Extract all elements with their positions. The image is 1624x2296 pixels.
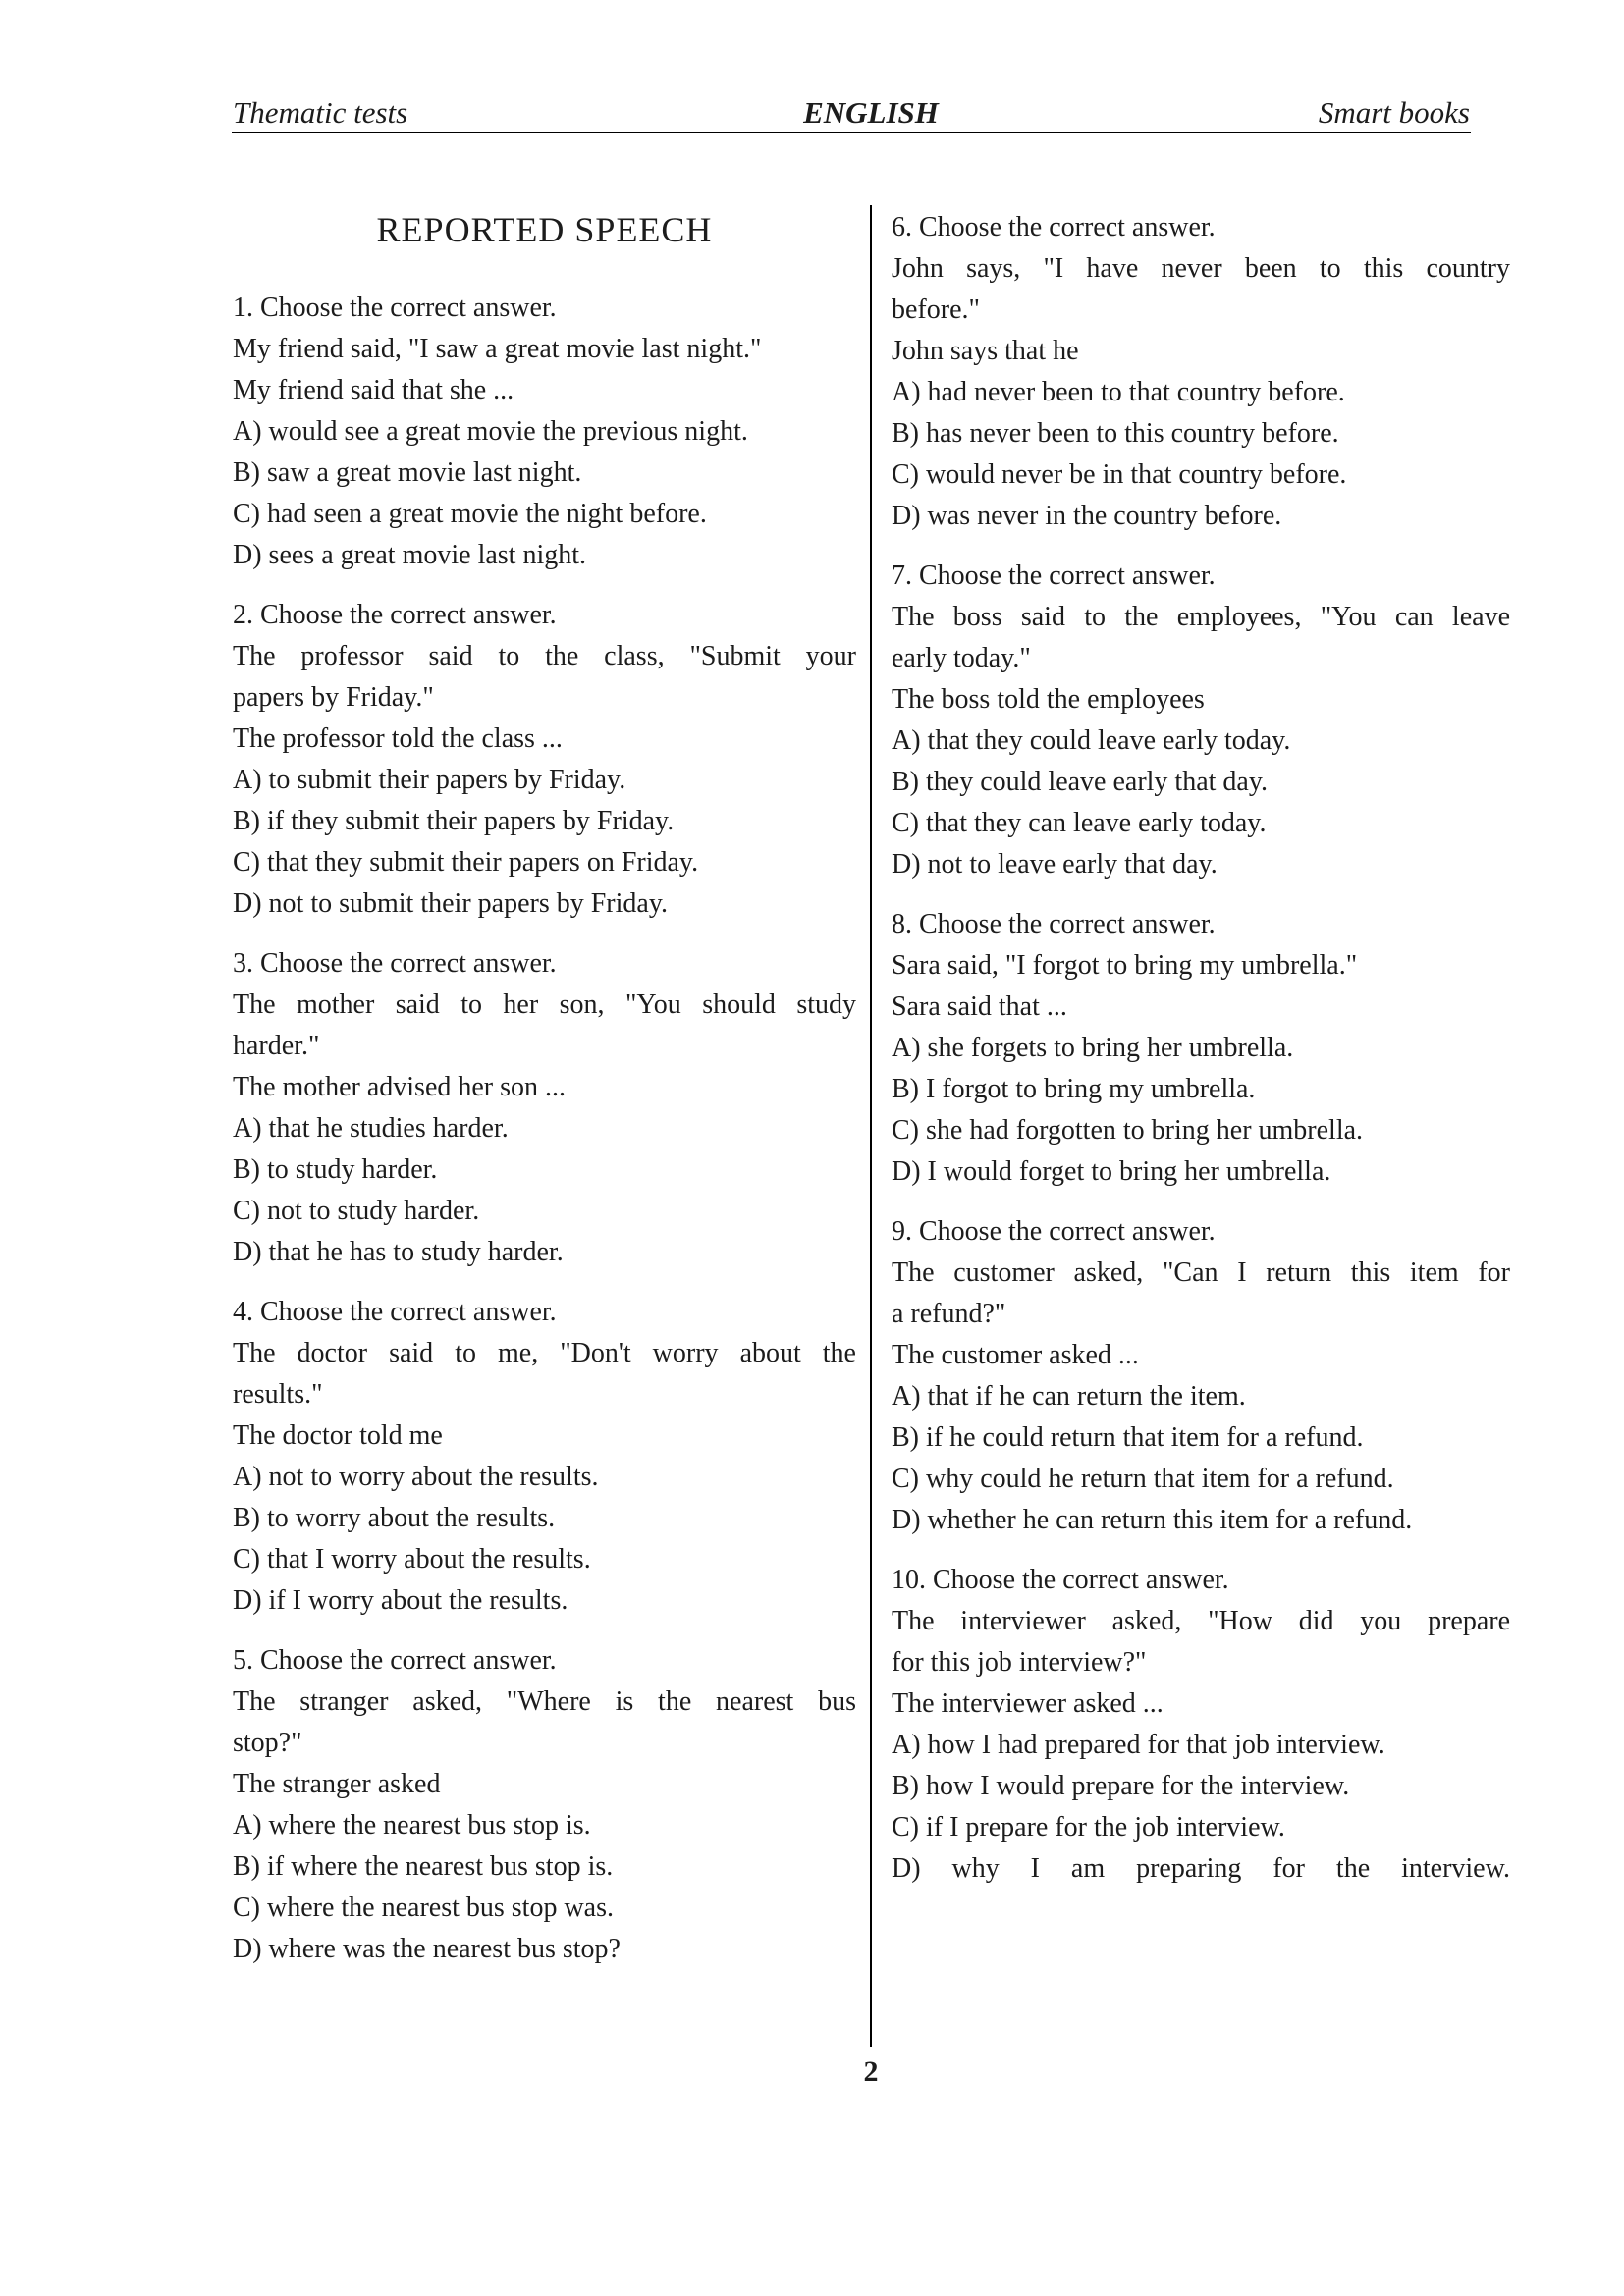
question-block	[892, 207, 1510, 537]
question-line: D) why I am preparing for the interview.	[892, 1853, 1510, 1884]
question-line: stop?"	[233, 1728, 302, 1758]
question-line: for this job interview?"	[892, 1647, 1147, 1678]
question-line: 3. Choose the correct answer.	[233, 948, 557, 979]
question-line: D) that he has to study harder.	[233, 1237, 564, 1267]
question-line: B) to worry about the results.	[233, 1503, 556, 1533]
question-line: 4. Choose the correct answer.	[233, 1297, 557, 1327]
question-line: C) would never be in that country before.	[892, 459, 1347, 490]
right-column	[892, 207, 1510, 1908]
question-block	[233, 1292, 856, 1622]
question-line: B) if where the nearest bus stop is.	[233, 1851, 614, 1882]
question-line: A) where the nearest bus stop is.	[233, 1810, 591, 1841]
question-line: A) to submit their papers by Friday.	[233, 765, 626, 795]
question-line: B) to study harder.	[233, 1154, 438, 1185]
question-line: 1. Choose the correct answer.	[233, 293, 557, 323]
question-line: My friend said, "I saw a great movie last night."	[233, 334, 762, 364]
page-number: 2	[863, 2056, 879, 2088]
question-line: The boss said to the employees, "You can leave	[892, 602, 1510, 632]
question-block	[233, 1640, 856, 1970]
question-line: B) how I would prepare for the interview.	[892, 1771, 1350, 1801]
question-block	[233, 595, 856, 925]
question-line: A) not to worry about the results.	[233, 1462, 599, 1492]
question-line: D) sees a great movie last night.	[233, 540, 587, 570]
question-block	[892, 904, 1510, 1193]
question-line: John says, "I have never been to this country	[892, 253, 1510, 284]
question-line: The stranger asked, "Where is the nearest bus	[233, 1686, 856, 1717]
question-line: C) had seen a great movie the night before.	[233, 499, 707, 529]
question-line: A) that he studies harder.	[233, 1113, 509, 1144]
question-line: Sara said, "I forgot to bring my umbrella."	[892, 950, 1358, 981]
question-line: 8. Choose the correct answer.	[892, 909, 1216, 939]
question-block	[892, 1211, 1510, 1541]
question-line: B) if they submit their papers by Friday.	[233, 806, 675, 836]
question-line: C) where the nearest bus stop was.	[233, 1893, 615, 1923]
question-line: 5. Choose the correct answer.	[233, 1645, 557, 1676]
question-line: D) I would forget to bring her umbrella.	[892, 1156, 1331, 1187]
question-line: C) that they can leave early today.	[892, 808, 1267, 838]
question-line: C) that I worry about the results.	[233, 1544, 591, 1575]
question-line: The doctor said to me, "Don't worry about the	[233, 1338, 856, 1368]
question-line: My friend said that she ...	[233, 375, 514, 405]
question-line: D) was never in the country before.	[892, 501, 1282, 531]
question-line: The mother said to her son, "You should study	[233, 989, 856, 1020]
question-line: A) she forgets to bring her umbrella.	[892, 1033, 1294, 1063]
question-block	[892, 1560, 1510, 1890]
question-line: C) why could he return that item for a refund.	[892, 1464, 1394, 1494]
question-line: B) has never been to this country before.	[892, 418, 1339, 449]
question-line: before."	[892, 294, 980, 325]
header-left: Thematic tests	[233, 95, 408, 130]
question-line: D) whether he can return this item for a refund.	[892, 1505, 1413, 1535]
question-line: harder."	[233, 1031, 320, 1061]
question-line: B) they could leave early that day.	[892, 767, 1269, 797]
question-line: B) saw a great movie last night.	[233, 457, 582, 488]
question-line: C) that they submit their papers on Friday.	[233, 847, 699, 878]
question-line: A) had never been to that country before.	[892, 377, 1345, 407]
question-line: A) how I had prepared for that job interview.	[892, 1730, 1385, 1760]
question-line: John says that he	[892, 336, 1079, 366]
question-line: D) not to submit their papers by Friday.	[233, 888, 669, 919]
question-line: The boss told the employees	[892, 684, 1205, 715]
question-line: papers by Friday."	[233, 682, 434, 713]
section-title: REPORTED SPEECH	[376, 210, 713, 249]
question-line: B) I forgot to bring my umbrella.	[892, 1074, 1256, 1104]
question-line: Sara said that ...	[892, 991, 1067, 1022]
question-line: 7. Choose the correct answer.	[892, 561, 1216, 591]
question-block	[892, 556, 1510, 885]
question-line: D) where was the nearest bus stop?	[233, 1934, 621, 1964]
question-line: 9. Choose the correct answer.	[892, 1216, 1216, 1247]
question-line: The interviewer asked ...	[892, 1688, 1164, 1719]
header-right: Smart books	[1318, 95, 1470, 130]
question-block	[233, 288, 856, 576]
question-line: The stranger asked	[233, 1769, 441, 1799]
question-line: D) not to leave early that day.	[892, 849, 1218, 880]
header-center: ENGLISH	[803, 95, 939, 130]
question-line: The doctor told me	[233, 1420, 443, 1451]
question-line: C) not to study harder.	[233, 1196, 480, 1226]
question-line: C) she had forgotten to bring her umbrella.	[892, 1115, 1364, 1146]
question-line: A) that if he can return the item.	[892, 1381, 1246, 1412]
question-line: The customer asked ...	[892, 1340, 1139, 1370]
question-line: A) would see a great movie the previous night.	[233, 416, 748, 447]
question-line: results."	[233, 1379, 323, 1410]
question-line: early today."	[892, 643, 1031, 673]
question-line: The professor told the class ...	[233, 723, 563, 754]
question-line: The interviewer asked, "How did you prepare	[892, 1606, 1510, 1636]
question-line: 2. Choose the correct answer.	[233, 600, 557, 630]
question-line: A) that they could leave early today.	[892, 725, 1291, 756]
question-line: B) if he could return that item for a refund.	[892, 1422, 1364, 1453]
question-line: D) if I worry about the results.	[233, 1585, 568, 1616]
question-line: The mother advised her son ...	[233, 1072, 567, 1102]
question-block	[233, 943, 856, 1273]
left-column	[233, 208, 856, 1989]
question-line: a refund?"	[892, 1299, 1006, 1329]
header-rule	[232, 132, 1471, 133]
question-line: The professor said to the class, "Submit your	[233, 641, 856, 671]
column-divider	[870, 205, 872, 2047]
question-line: 6. Choose the correct answer.	[892, 212, 1216, 242]
question-line: The customer asked, "Can I return this item for	[892, 1257, 1510, 1288]
question-line: 10. Choose the correct answer.	[892, 1565, 1229, 1595]
question-line: C) if I prepare for the job interview.	[892, 1812, 1285, 1842]
